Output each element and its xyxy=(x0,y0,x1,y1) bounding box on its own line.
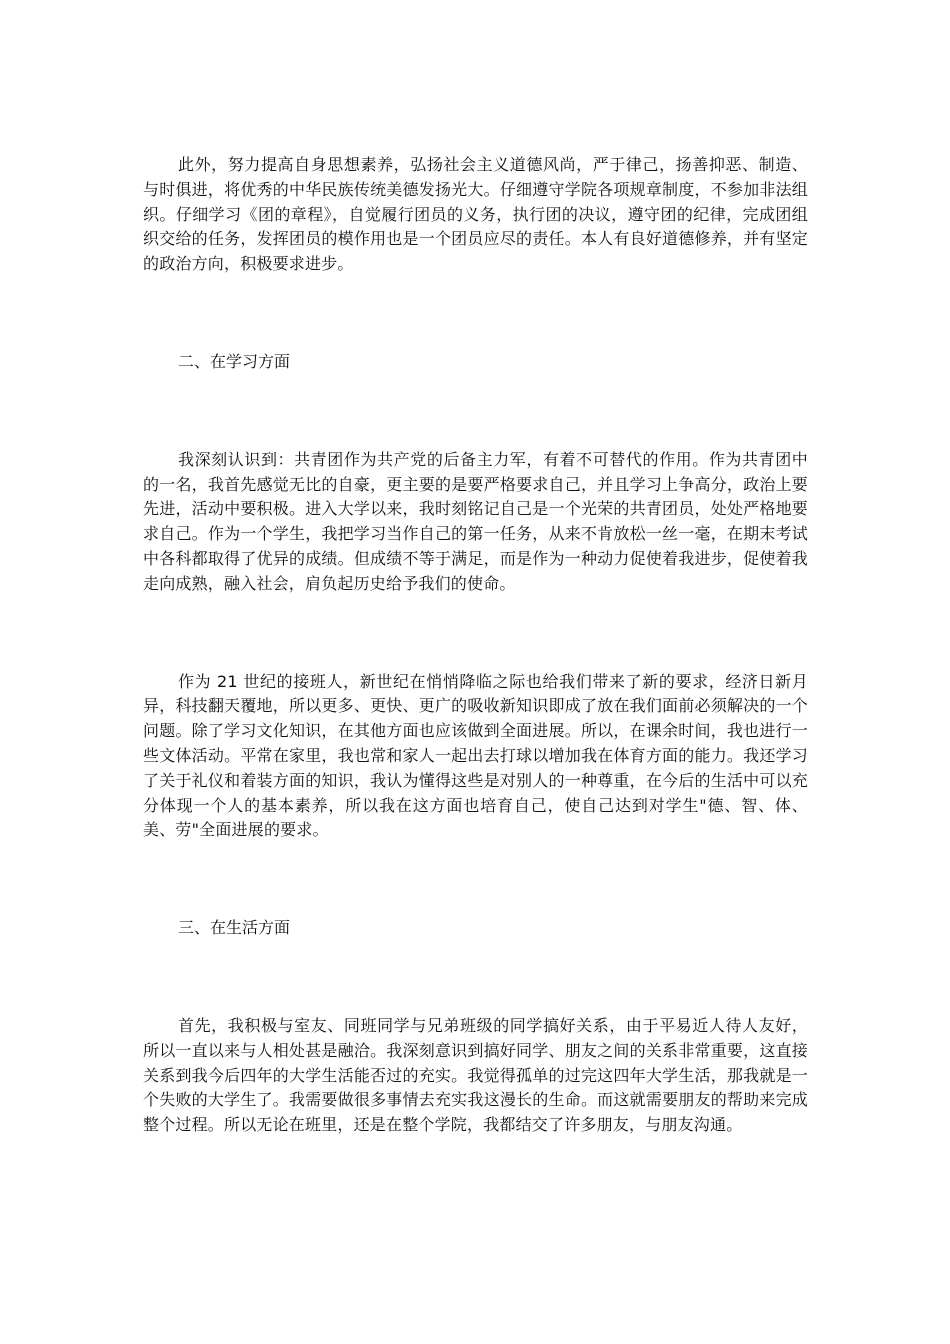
spacer xyxy=(143,375,808,448)
section-heading-life: 三、在生活方面 xyxy=(178,918,291,938)
section-heading-study: 二、在学习方面 xyxy=(178,351,291,371)
document-page xyxy=(143,153,808,1138)
spacer xyxy=(143,277,808,350)
paragraph-life: 首先，我积极与室友、同班同学与兄弟班级的同学搞好关系，由于平易近人待人友好，所以一直以来与人相处甚是融洽。我深刻意识到搞好同学、朋友之间的关系非常重要，这直接关系到我今后四年的大学生活能否过的充实。我觉得孤单的过完这四年大学生活，那我就是一个失败的大学生了。我需要做很多事情去充实我这漫长的生命。而这就需要朋友的帮助来完成整个过程。所以无论在班里，还是在整个学院，我都结交了许多朋友，与朋友沟通。 xyxy=(143,1015,808,1135)
paragraph-study-2: 作为 21 世纪的接班人，新世纪在悄悄降临之际也给我们带来了新的要求，经济日新月异，科技翻天覆地，所以更多、更快、更广的吸收新知识即成了放在我们面前必须解决的一个问题。除了学习文化知识，在其他方面也应该做到全面进展。所以，在课余时间，我也进行一些文体活动。平常在家里，我也常和家人一起出去打球以增加我在体育方面的能力。我还学习了关于礼仪和着装方面的知识，我认为懂得这些是对别人的一种尊重，在今后的生活中可以充分体现一个人的基本素养，所以我在这方面也培育自己，使自己达到对学生"德、智、体、美、劳"全面进展的要求。 xyxy=(143,671,808,840)
paragraph-moral: 此外，努力提高自身思想素养，弘扬社会主义道德风尚，严于律己，扬善抑恶、制造、与时俱进，将优秀的中华民族传统美德发扬光大。仔细遵守学院各项规章制度，不参加非法组织。仔细学习《团的章程》，自觉履行团员的义务，执行团的决议，遵守团的纪律，完成团组织交给的任务，发挥团员的模作用也是一个团员应尽的责任。本人有良好道德修养，并有坚定的政治方向，积极要求进步。 xyxy=(143,155,808,274)
spacer xyxy=(143,597,808,670)
paragraph-study-1: 我深刻认识到：共青团作为共产党的后备主力军，有着不可替代的作用。作为共青团中的一名，我首先感觉无比的自豪，更主要的是要严格要求自己，并且学习上争高分，政治上要先进，活动中要积极。进入大学以来，我时刻铭记自己是一个光荣的共青团员，处处严格地要求自己。作为一个学生，我把学习当作自己的第一任务，从来不肯放松一丝一毫，在期末考试中各科都取得了优异的成绩。但成绩不等于满足，而是作为一种动力促使着我进步，促使着我走向成熟，融入社会，肩负起历史给予我们的使命。 xyxy=(143,449,808,593)
spacer xyxy=(143,843,808,916)
spacer xyxy=(143,941,808,1014)
